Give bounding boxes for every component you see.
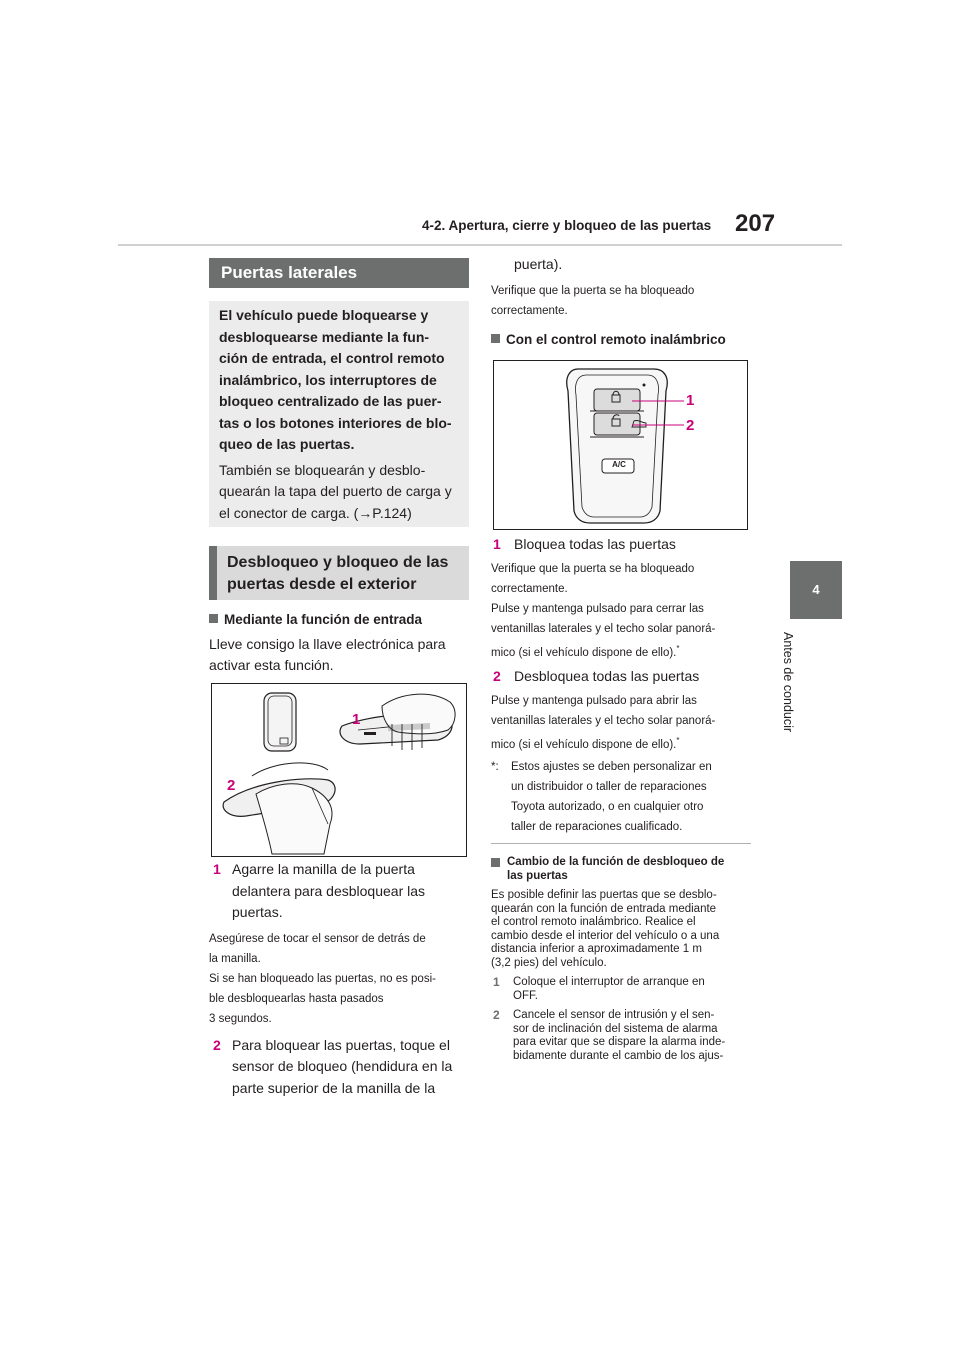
step-1-note-5: 3 segundos. bbox=[209, 1012, 272, 1025]
section2-title-l2: puertas desde el exterior bbox=[227, 576, 417, 593]
page-number: 207 bbox=[735, 210, 776, 237]
figure1-callout-1: 1 bbox=[352, 711, 361, 728]
item-2-note-3-text: mico (si el vehículo dispone de ello). bbox=[491, 738, 677, 751]
square-bullet-icon bbox=[491, 334, 500, 343]
item-1-number: 1 bbox=[493, 536, 501, 552]
figure-remote-key bbox=[493, 360, 748, 530]
item-1-note-4: ventanillas laterales y el techo solar panorá- bbox=[491, 622, 716, 635]
subsection-cambio-title-l2: las puertas bbox=[507, 869, 568, 882]
step-2-line-2: sensor de bloqueo (hendidura en la bbox=[232, 1058, 453, 1074]
item-1-note-3: Pulse y mantenga pulsado para cerrar las bbox=[491, 602, 704, 615]
step-1-note-2: la manilla. bbox=[209, 952, 261, 965]
cambio-step-2-l1: Cancele el sensor de intrusión y el sen- bbox=[513, 1009, 715, 1021]
figure2-callout-2: 2 bbox=[686, 417, 695, 434]
cambio-step-2-l2: sor de inclinación del sistema de alarma bbox=[513, 1022, 718, 1035]
chapter-tab-number: 4 bbox=[790, 561, 842, 619]
cambio-text-6: (3,2 pies) del vehículo. bbox=[491, 956, 607, 969]
intro-bold-l7: queo de las puertas. bbox=[219, 436, 355, 452]
cambio-text-2: quearán con la función de entrada mediante bbox=[491, 902, 717, 915]
running-header-title: 4-2. Apertura, cierre y bloqueo de las puertas bbox=[422, 218, 712, 233]
step-2-line-3: parte superior de la manilla de la bbox=[232, 1079, 436, 1096]
cambio-text-1: Es posible definir las puertas que se desblo- bbox=[491, 889, 717, 901]
footnote bbox=[491, 757, 751, 837]
square-bullet-icon bbox=[209, 614, 218, 623]
figure2-callout-1: 1 bbox=[686, 392, 695, 409]
footnote-marker: * bbox=[676, 643, 680, 653]
notes-divider bbox=[491, 843, 751, 844]
subsection-entrada bbox=[209, 609, 469, 677]
square-bullet-icon bbox=[491, 858, 500, 867]
intro-normal-l2: quearán la tapa del puerto de carga y bbox=[219, 483, 452, 499]
figure1-callout-2: 2 bbox=[227, 777, 236, 794]
step-1-note-1: Asegúrese de tocar el sensor de detrás de bbox=[209, 932, 426, 945]
item-2-note-1: Pulse y mantenga pulsado para abrir las bbox=[491, 694, 697, 707]
figure-door-handle bbox=[211, 683, 467, 857]
subsection-entrada-text-l2: activar esta función. bbox=[209, 657, 334, 673]
subsection-cambio bbox=[491, 856, 753, 1063]
step-2-line-1: Para bloquear las puertas, toque el bbox=[232, 1036, 450, 1053]
door-handle-illustration bbox=[212, 684, 466, 856]
remote-key-illustration bbox=[494, 361, 747, 529]
remote-ac-button-label: A/C bbox=[612, 460, 626, 469]
step-2-note-1: Verifique que la puerta se ha bloqueado bbox=[491, 284, 695, 297]
section-title-desbloqueo bbox=[209, 546, 469, 600]
intro-normal-l3: el conector de carga. (→P.124) bbox=[219, 504, 412, 521]
step-1-note-3: Si se han bloqueado las puertas, no es posi- bbox=[209, 972, 436, 985]
item-1-note-5-text: mico (si el vehículo dispone de ello). bbox=[491, 646, 677, 659]
cambio-step-1-l2: OFF. bbox=[513, 989, 538, 1002]
step-1-line-1: Agarre la manilla de la puerta bbox=[232, 861, 415, 877]
cambio-text-4: cambio desde el interior del vehículo o a una bbox=[491, 929, 720, 942]
item-2-note-3 bbox=[491, 731, 751, 755]
remote-items bbox=[491, 534, 751, 837]
intro-bold-l3: ción de entrada, el control remoto bbox=[219, 350, 445, 366]
header-divider bbox=[118, 244, 842, 246]
cambio-text-3: el control remoto inalámbrico. Realice el bbox=[491, 916, 696, 928]
item-2-text: Desbloquea todas las puertas bbox=[514, 668, 700, 685]
intro-bold-l1: El vehículo puede bloquearse y bbox=[219, 307, 429, 323]
footnote-mark: *: bbox=[491, 760, 499, 773]
footnote-l2: un distribuidor o taller de reparaciones bbox=[511, 780, 707, 793]
step-1-line-3: puertas. bbox=[232, 904, 283, 920]
footnote-l4: taller de reparaciones cualificado. bbox=[511, 820, 683, 833]
intro-box bbox=[209, 301, 469, 527]
chapter-tab-label bbox=[775, 632, 795, 747]
item-2-number: 2 bbox=[493, 668, 501, 685]
section-title-puertas bbox=[209, 258, 469, 288]
section-title-text: Puertas laterales bbox=[221, 263, 358, 282]
cambio-step-2-number: 2 bbox=[493, 1008, 500, 1022]
step-1-number: 1 bbox=[213, 861, 221, 877]
cambio-step-2-l4: bidamente durante el cambio de los ajus- bbox=[513, 1049, 724, 1062]
cambio-text-5: distancia inferior a aproximadamente 1 m bbox=[491, 943, 702, 955]
intro-bold-l2: desbloquearse mediante la fun- bbox=[219, 328, 430, 345]
intro-bold-l4: inalámbrico, los interruptores de bbox=[219, 371, 437, 388]
item-2-note-2: ventanillas laterales y el techo solar panorá- bbox=[491, 714, 716, 727]
cambio-step-1-number: 1 bbox=[493, 975, 500, 989]
footnote-l1: Estos ajustes se deben personalizar en bbox=[511, 760, 712, 773]
right-column bbox=[491, 254, 751, 350]
intro-bold-l5: bloqueo centralizado de las puer- bbox=[219, 393, 442, 409]
item-1-note-5 bbox=[491, 639, 751, 663]
subsection-remote-title-text: Con el control remoto inalámbrico bbox=[506, 331, 726, 347]
cambio-step-1-l1: Coloque el interruptor de arranque en bbox=[513, 976, 705, 988]
subsection-remote-title bbox=[491, 329, 751, 351]
subsection-cambio-title-l1: Cambio de la función de desbloqueo de bbox=[507, 856, 725, 868]
subsection-entrada-title bbox=[209, 609, 469, 631]
item-1-note-1: Verifique que la puerta se ha bloqueado bbox=[491, 562, 695, 575]
item-1-text: Bloquea todas las puertas bbox=[514, 536, 676, 552]
footnote-marker: * bbox=[676, 735, 680, 745]
chapter-tab-label-text: Antes de conducir bbox=[781, 632, 795, 733]
step-2-note-2: correctamente. bbox=[491, 304, 568, 317]
step-2-continuation: puerta). bbox=[514, 256, 563, 272]
subsection-entrada-title-text: Mediante la función de entrada bbox=[224, 612, 423, 627]
step-1 bbox=[209, 859, 469, 1099]
step-1-note-4: ble desbloquearlas hasta pasados bbox=[209, 992, 384, 1005]
step-1-line-2: delantera para desbloquear las bbox=[232, 882, 426, 899]
subsection-entrada-text-l1: Lleve consigo la llave electrónica para bbox=[209, 635, 446, 652]
footnote-l3: Toyota autorizado, o en cualquier otro bbox=[511, 800, 704, 813]
cambio-step-2-l3: para evitar que se dispare la alarma inde- bbox=[513, 1036, 726, 1048]
item-1-note-2: correctamente. bbox=[491, 582, 568, 595]
intro-normal-l1: También se bloquearán y desblo- bbox=[219, 461, 426, 478]
step-2-number: 2 bbox=[213, 1036, 221, 1053]
intro-bold-l6: tas o los botones interiores de blo- bbox=[219, 414, 452, 431]
section2-title-l1: Desbloqueo y bloqueo de las bbox=[227, 554, 449, 571]
